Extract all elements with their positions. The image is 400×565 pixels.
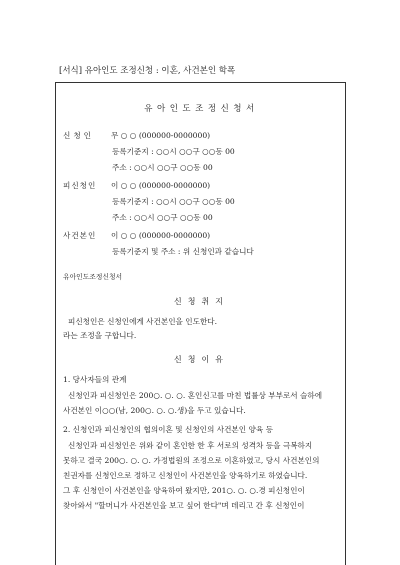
respondent-label: 피신청인 xyxy=(63,181,97,190)
reason-2-line: 그 후 신청인이 사건본인을 양육하여 왔지만, 201○. ○. ○.경 피신청인이 xyxy=(63,486,305,495)
subject-registry: 등록기준지 및 주소 : 위 신청인과 같습니다 xyxy=(112,247,254,256)
applicant-label: 신청인 xyxy=(63,131,95,140)
document-label: 유아인도조정신청서 xyxy=(63,273,123,281)
reasons-heading: 신청이유 xyxy=(174,355,229,364)
reason-2-line: 못하고 결국 200○. ○. ○. 가정법원의 조정으로 이혼하였고, 당시 사건본인의 xyxy=(63,456,320,465)
reason-2-title: 2. 신청인과 피신청인의 협의이혼 및 신청인의 사건본인 양육 등 xyxy=(63,425,273,434)
purpose-line-2: 라는 조정을 구합니다. xyxy=(63,331,137,340)
reason-1-line: 신청인과 피신청인은 200○. ○. ○. 혼인신고를 마친 법률상 부부로서 슬하에 xyxy=(68,391,323,400)
reason-1-title: 1. 당사자들의 관계 xyxy=(63,375,127,384)
reason-1-line: 사건본인 이○○(남, 200○. ○. ○.생)을 두고 있습니다. xyxy=(63,406,246,415)
document-title: 유아인도조정신청서 xyxy=(144,104,259,114)
document-frame xyxy=(55,82,346,565)
respondent-registry: 등록기준지 : ○○시 ○○구 ○○동 00 xyxy=(112,197,235,206)
reason-2-line: 찾아와서 "할머니가 사건본인을 보고 싶어 한다"며 데리고 간 후 신청인이 xyxy=(63,501,305,510)
reason-2-line: 친권자를 신청인으로 정하고 신청인이 사건본인을 양육하기로 하였습니다. xyxy=(63,471,308,480)
applicant-name: 무 ○ ○ (000000-0000000) xyxy=(111,131,211,140)
applicant-address: 주소 : ○○시 ○○구 ○○동 00 xyxy=(112,163,213,172)
purpose-line-1: 피신청인은 신청인에게 사건본인을 인도한다. xyxy=(68,317,218,326)
respondent-address: 주소 : ○○시 ○○구 ○○동 00 xyxy=(112,213,213,222)
respondent-name: 이 ○ ○ (000000-0000000) xyxy=(111,181,211,190)
purpose-heading: 신청취지 xyxy=(174,297,229,306)
applicant-registry: 등록기준지 : ○○시 ○○구 ○○동 00 xyxy=(112,147,235,156)
subject-name: 이 ○ ○ (000000-0000000) xyxy=(111,231,211,240)
subject-label: 사건본인 xyxy=(63,231,97,240)
reason-2-line: 신청인과 피신청인은 위와 같이 혼인한 한 후 서로의 성격차 등을 극복하지 xyxy=(68,441,313,450)
form-caption: [서식] 유아인도 조정신청 : 이혼, 사건본인 학폭 xyxy=(59,66,236,76)
